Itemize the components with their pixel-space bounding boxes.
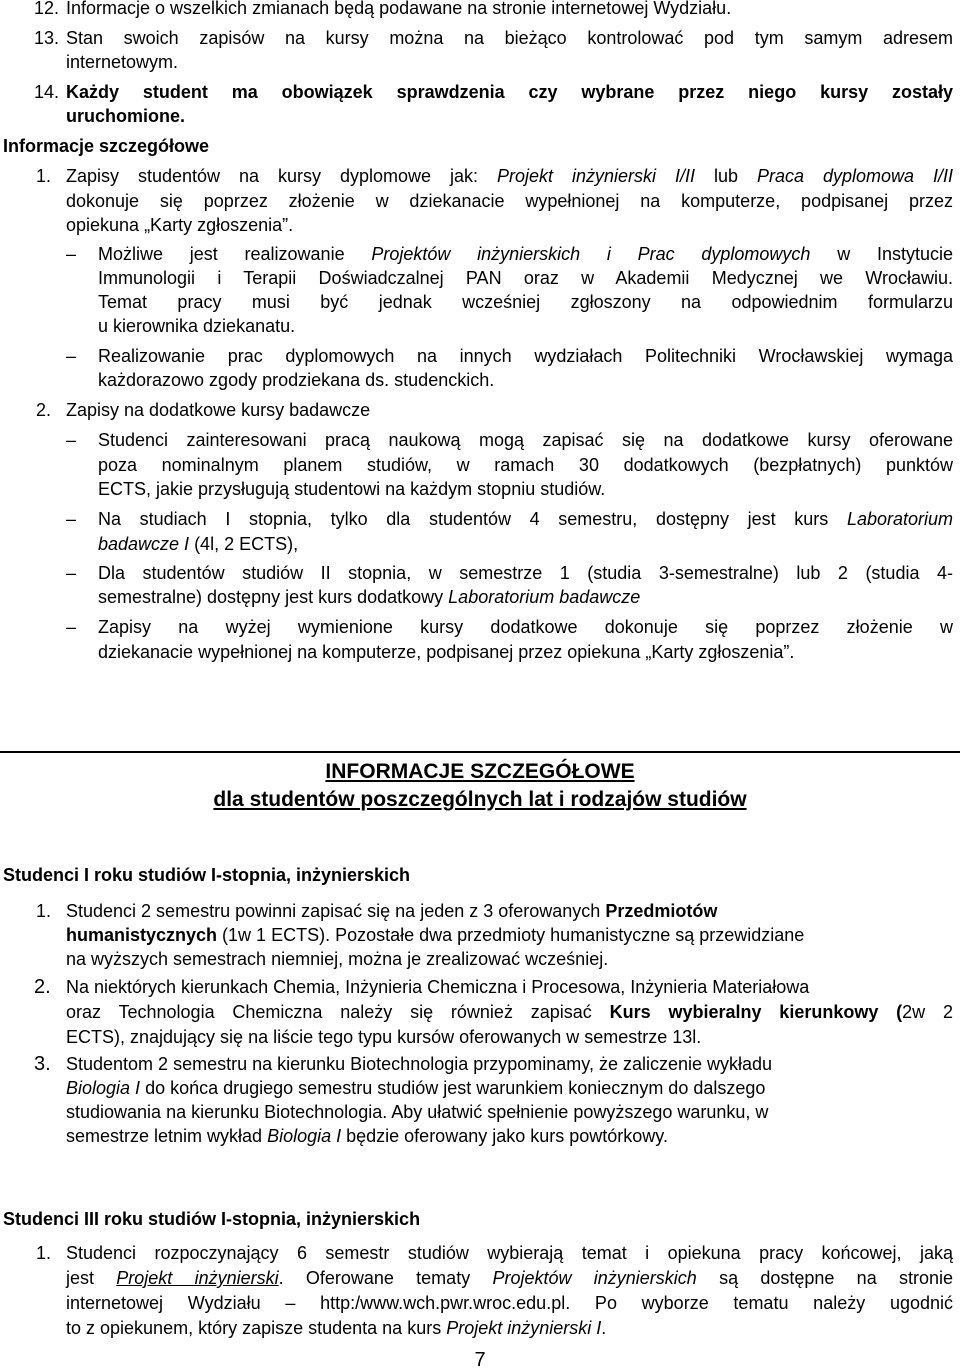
dash-bullet: – bbox=[66, 430, 77, 450]
paragraph-line: ECTS), znajdujący się na liście tego typu kursów oferowanych w semestrze 13l. bbox=[66, 1027, 702, 1047]
paragraph-number: 1. bbox=[36, 166, 52, 186]
dash-line: u kierownika dziekanatu. bbox=[98, 316, 296, 336]
paragraph-line: to z opiekunem, który zapisze studenta na kurs Projekt inżynierski I. bbox=[66, 1318, 607, 1338]
dash-line: Zapisy na wyżej wymienione kursy dodatkowe dokonuje się poprzez złożenie w bbox=[98, 617, 953, 637]
year3-title: Studenci III roku studiów I-stopnia, inżynierskich bbox=[3, 1209, 421, 1229]
paragraph-line: humanistycznych (1w 1 ECTS). Pozostałe dwa przedmioty humanistyczne są przewidziane bbox=[66, 925, 805, 945]
main-heading: INFORMACJE SZCZEGÓŁOWE bbox=[325, 760, 635, 783]
paragraph-line: Na niektórych kierunkach Chemia, Inżynieria Chemiczna i Procesowa, Inżynieria Materiałowa bbox=[66, 977, 810, 997]
dash-line: Studenci zainteresowani pracą naukową mogą zapisać się na dodatkowe kursy oferowane bbox=[98, 430, 953, 450]
year1-title: Studenci I roku studiów I-stopnia, inżynierskich bbox=[3, 865, 411, 885]
paragraph-line: Zapisy studentów na kursy dyplomowe jak: Projekt inżynierski I/II lub Praca dyplomowa I/II bbox=[66, 166, 953, 186]
list-number: 14. bbox=[34, 82, 60, 102]
paragraph-number: 1. bbox=[36, 901, 52, 921]
paragraph-line: Biologia I do końca drugiego semestru studiów jest warunkiem koniecznym do dalszego bbox=[66, 1078, 766, 1098]
paragraph-line: Zapisy na dodatkowe kursy badawcze bbox=[66, 400, 371, 420]
paragraph-number: 3. bbox=[34, 1053, 51, 1075]
paragraph-line: Studenci 2 semestru powinni zapisać się na jeden z 3 oferowanych Przedmiotów bbox=[66, 901, 718, 921]
paragraph-line: Studentom 2 semestru na kierunku Biotechnologia przypominamy, że zaliczenie wykładu bbox=[66, 1054, 773, 1074]
list-text-line: internetowym. bbox=[66, 52, 179, 72]
dash-line: każdorazowo zgody prodziekana ds. studenckich. bbox=[98, 370, 495, 390]
paragraph-line: studiowania na kierunku Biotechnologia. Aby ułatwić spełnienie powyższego warunku, w bbox=[66, 1102, 769, 1122]
section-title: Informacje szczegółowe bbox=[3, 136, 210, 156]
paragraph-line: opiekuna „Karty zgłoszenia”. bbox=[66, 215, 294, 235]
list-number: 13. bbox=[34, 28, 60, 48]
dash-line: dziekanacie wypełnionej na komputerze, podpisanej przez opiekuna „Karty zgłoszenia”. bbox=[98, 642, 795, 662]
list-text: Informacje o wszelkich zmianach będą podawane na stronie internetowej Wydziału. bbox=[66, 0, 732, 18]
list-number: 12. bbox=[34, 0, 60, 18]
dash-line: Realizowanie prac dyplomowych na innych wydziałach Politechniki Wrocławskiej wymaga bbox=[98, 346, 953, 366]
paragraph-number: 2. bbox=[36, 400, 52, 420]
dash-bullet: – bbox=[66, 244, 77, 264]
list-text-line: Stan swoich zapisów na kursy można na bieżąco kontrolować pod tym samym adresem bbox=[66, 28, 953, 48]
main-subheading: dla studentów poszczególnych lat i rodzajów studiów bbox=[213, 788, 747, 811]
page-number: 7 bbox=[474, 1349, 486, 1371]
list-text-line: uruchomione. bbox=[66, 106, 186, 126]
dash-bullet: – bbox=[66, 563, 77, 583]
dash-line: Możliwe jest realizowanie Projektów inżynierskich i Prac dyplomowych w Instytucie bbox=[98, 244, 953, 264]
dash-line: badawcze I (4l, 2 ECTS), bbox=[98, 534, 299, 554]
horizontal-divider bbox=[0, 751, 960, 753]
dash-bullet: – bbox=[66, 346, 77, 366]
paragraph-number: 2. bbox=[34, 976, 51, 998]
paragraph-line: na wyższych semestrach niemniej, można je zrealizować wcześniej. bbox=[66, 949, 609, 969]
dash-bullet: – bbox=[66, 509, 77, 529]
paragraph-line: semestrze letnim wykład Biologia I będzie oferowany jako kurs powtórkowy. bbox=[66, 1126, 668, 1146]
dash-line: Na studiach I stopnia, tylko dla studentów 4 semestru, dostępny jest kurs Laboratorium bbox=[98, 509, 953, 529]
paragraph-line: Studenci rozpoczynający 6 semestr studiów wybierają temat i opiekuna pracy końcowej, jaką bbox=[66, 1243, 953, 1263]
dash-bullet: – bbox=[66, 617, 77, 637]
list-text-line: Każdy student ma obowiązek sprawdzenia czy wybrane przez niego kursy zostały bbox=[66, 82, 953, 102]
dash-line: Immunologii i Terapii Doświadczalnej PAN oraz w Akademii Medycznej we Wrocławiu. bbox=[98, 268, 953, 288]
dash-line: ECTS, jakie przysługują studentowi na każdym stopniu studiów. bbox=[98, 479, 606, 499]
paragraph-line: oraz Technologia Chemiczna należy się również zapisać Kurs wybieralny kierunkowy (2w 2 bbox=[66, 1002, 953, 1022]
paragraph-number: 1. bbox=[36, 1243, 52, 1263]
paragraph-line: internetowej Wydziału – http:/www.wch.pwr.wroc.edu.pl. Po wyborze tematu należy ugodnić bbox=[66, 1293, 953, 1313]
paragraph-line: dokonuje się poprzez złożenie w dziekanacie wypełnionej na komputerze, podpisanej przez bbox=[66, 191, 953, 211]
dash-line: Dla studentów studiów II stopnia, w semestrze 1 (studia 3-semestralne) lub 2 (studia 4- bbox=[98, 563, 953, 583]
dash-line: poza nominalnym planem studiów, w ramach 30 dodatkowych (bezpłatnych) punktów bbox=[98, 455, 953, 475]
paragraph-line: jest Projekt inżynierski. Oferowane tematy Projektów inżynierskich są dostępne na stronie bbox=[66, 1268, 953, 1288]
dash-line: Temat pracy musi być jednak wcześniej zgłoszony na odpowiednim formularzu bbox=[98, 292, 953, 312]
dash-line: semestralne) dostępny jest kurs dodatkowy Laboratorium badawcze bbox=[98, 587, 641, 607]
